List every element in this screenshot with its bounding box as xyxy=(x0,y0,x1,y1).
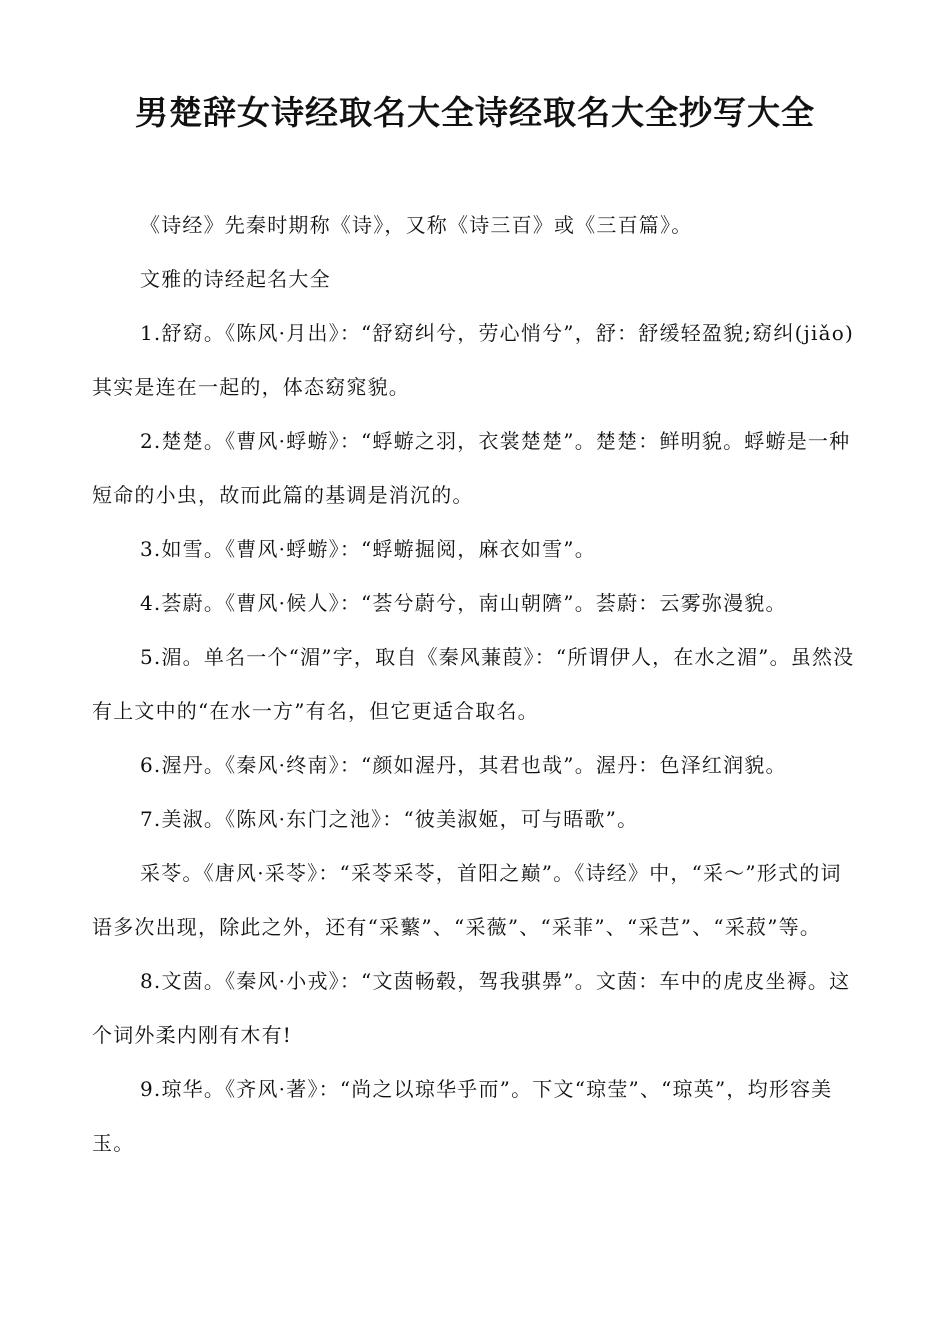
document-body xyxy=(92,198,862,1170)
paragraph-item-7: 7.美淑。《陈风·东门之池》：“彼美淑姬，可与晤歌”。 xyxy=(140,807,639,831)
paragraph-item-3: 3.如雪。《曹风·蜉蝣》：“蜉蝣掘阅，麻衣如雪”。 xyxy=(140,537,596,561)
page-title: 男楚辞女诗经取名大全诗经取名大全抄写大全 xyxy=(135,93,815,132)
paragraph-subheading: 文雅的诗经起名大全 xyxy=(140,267,331,291)
paragraph-item-9: 9.琼华。《齐风·著》：“尚之以琼华乎而”。下文“琼莹”、“琼英”，均形容美玉。 xyxy=(92,1077,833,1155)
paragraph-item-cailing: 采苓。《唐风·采苓》：“采苓采苓，首阳之巅”。《诗经》中，“采～”形式的词语多次出现，除此之外，还有“采蘩”、“采薇”、“采菲”、“采芑”、“采菽”等。 xyxy=(92,861,842,939)
paragraph-item-4: 4.荟蔚。《曹风·候人》：“荟兮蔚兮，南山朝隮”。荟蔚：云雾弥漫貌。 xyxy=(140,591,787,615)
paragraph-item-2: 2.楚楚。《曹风·蜉蝣》：“蜉蝣之羽，衣裳楚楚”。楚楚：鲜明貌。蜉蝣是一种短命的小虫，故而此篇的基调是消沉的。 xyxy=(92,429,851,507)
paragraph-intro: 《诗经》先秦时期称《诗》，又称《诗三百》或《三百篇》。 xyxy=(140,213,693,237)
paragraph-item-6: 6.渥丹。《秦风·终南》：“颜如渥丹，其君也哉”。渥丹：色泽红润貌。 xyxy=(140,753,787,777)
paragraph-item-5: 5.湄。单名一个“湄”字，取自《秦风蒹葭》：“所谓伊人，在水之湄”。虽然没有上文中的“在水一方”有名，但它更适合取名。 xyxy=(92,645,855,723)
paragraph-item-1: 1.舒窈。《陈风·月出》：“舒窈纠兮，劳心悄兮”，舒：舒缓轻盈貌;窈纠(jiǎo)其实是连在一起的，体态窈窕貌。 xyxy=(92,321,854,399)
paragraph-item-8: 8.文茵。《秦风·小戎》：“文茵畅毂，驾我骐馵”。文茵：车中的虎皮坐褥。这个词外柔内刚有木有! xyxy=(92,969,851,1047)
